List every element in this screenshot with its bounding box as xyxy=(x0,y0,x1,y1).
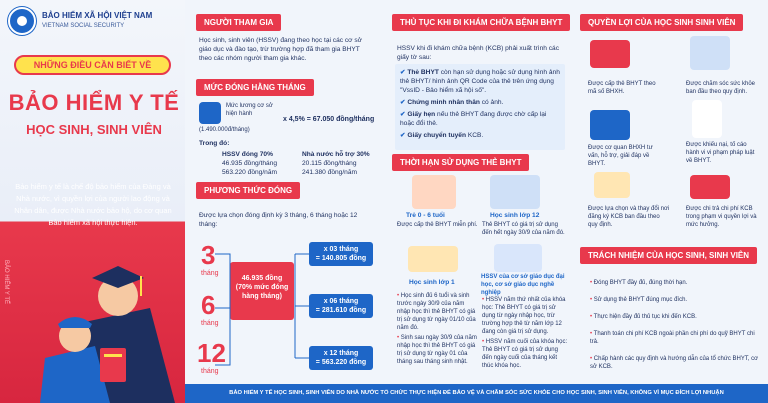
hero-vertical-text: BẢO HIỂM Y TẾ xyxy=(3,260,9,305)
benefit-item: Được cơ quan BHXH tư vấn, hỗ trợ, giải đáp về BHYT. xyxy=(588,145,653,167)
duty-item: • Đóng BHYT đầy đủ, đúng thời hạn. xyxy=(590,279,762,287)
duties-header: TRÁCH NHIỆM CỦA HỌC SINH, SINH VIÊN xyxy=(580,247,757,264)
hospital-illustration xyxy=(594,172,630,198)
group-university-title: HSSV của cơ sở giáo dục đại học, cơ sở giáo dục nghề nghiệp xyxy=(481,274,565,296)
hssv-share-year: 563.220 đồng/năm xyxy=(222,169,277,176)
period-3-number: 3 xyxy=(201,240,216,270)
org-name: BẢO HIỂM XÃ HỘI VIỆT NAM xyxy=(42,11,153,20)
duties-list xyxy=(590,279,762,371)
period-6-unit: tháng xyxy=(201,320,219,327)
hssv-share-label: HSSV đóng 70% xyxy=(222,151,273,158)
money-icon xyxy=(199,102,221,124)
payment-text: Được lựa chọn đóng định kỳ 3 tháng, 6 tháng hoặc 12 tháng: xyxy=(199,212,358,228)
procedure-intro: HSSV khi đi khám chữa bệnh (KCB) phải xuất trình các giấy tờ sau: xyxy=(397,45,560,61)
org-name-en: VIETNAM SOCIAL SECURITY xyxy=(42,23,125,29)
procedure-list xyxy=(395,64,565,150)
validity-header: THỜI HẠN SỬ DỤNG THẺ BHYT xyxy=(392,154,529,171)
procedure-item: ✔ Giấy chuyển tuyến KCB. xyxy=(400,132,484,139)
cost-12-line2: = 563.220 đồng xyxy=(315,359,367,366)
procedure-item: ✔ Giấy hẹn nếu thẻ BHYT đang được chờ cấp lại hoặc đổi thẻ. xyxy=(400,111,547,127)
vss-logo-icon xyxy=(8,7,36,35)
benefit-item: Được chi trả chi phí KCB trong phạm vi quyền lợi và mức hưởng. xyxy=(686,206,757,228)
university-illustration xyxy=(494,244,542,272)
participants-header: NGƯỜI THAM GIA xyxy=(196,14,281,31)
participants-text: Học sinh, sinh viên (HSSV) đang theo học tại các cơ sở giáo dục và đào tạo, trừ trường hợp đã tham gia BHYT theo các nhóm người tham gia khác. xyxy=(199,37,362,62)
check-icon: ✔ xyxy=(400,69,408,76)
period-3-unit: tháng xyxy=(201,270,219,277)
check-icon: ✔ xyxy=(400,132,408,139)
cost-6-box xyxy=(309,294,373,318)
monthly-base-value: (1.490.000đ/tháng) xyxy=(199,127,250,133)
payment-header: PHƯƠNG THỨC ĐÓNG xyxy=(196,182,300,199)
procedure-item: ✔ Thẻ BHYT còn hạn sử dụng hoặc sử dụng hình ảnh thẻ BHYT/ hình ảnh QR Code của thẻ trên ứng dụng "VssID - Bảo hiểm xã hội số". xyxy=(400,69,560,94)
group-grade1-title: Học sinh lớp 1 xyxy=(409,279,455,286)
duty-item: • Thanh toán chi phí KCB ngoài phần chi phí do quỹ BHYT chi trả. xyxy=(590,330,762,346)
duty-item: • Sử dụng thẻ BHYT đúng mục đích. xyxy=(590,296,762,304)
period-12-unit: tháng xyxy=(201,368,219,375)
medicine-illustration xyxy=(690,36,730,70)
state-share-year: 241.380 đồng/năm xyxy=(302,169,357,176)
period-12-number: 12 xyxy=(197,338,226,368)
consulting-illustration xyxy=(590,110,630,140)
footer-banner: BẢO HIỂM Y TẾ HỌC SINH, SINH VIÊN DO NHÀ NƯỚC TỔ CHỨC THỰC HIỆN ĐỂ BẢO VỆ VÀ CHĂM SÓC SỨC KHỎE CHO HỌC SINH, SINH VIÊN, KHÔNG VÌ MỤC ĐÍCH LỢI NHUẬN xyxy=(185,384,768,403)
students-illustration xyxy=(40,228,180,403)
pupils-illustration xyxy=(408,246,458,272)
check-icon: ✔ xyxy=(400,99,408,106)
duty-item: • Chấp hành các quy định và hướng dẫn của tổ chức BHYT, cơ sở KCB. xyxy=(590,355,762,371)
state-share-month: 20.115 đồng/tháng xyxy=(302,160,357,167)
cost-3-box xyxy=(309,242,373,266)
check-icon: ✔ xyxy=(400,111,408,118)
cost-3-line2: = 140.805 đồng xyxy=(315,255,367,262)
id-card-illustration xyxy=(590,40,630,68)
benefit-item: Được chăm sóc sức khỏe ban đầu theo quy định. xyxy=(686,81,755,95)
hero-title: BẢO HIỂM Y TẾ xyxy=(8,90,180,115)
group-grade12-title: Học sinh lớp 12 xyxy=(490,212,540,219)
hero-intro: Bảo hiểm y tế là chế độ bảo hiểm của Đảng và Nhà nước, vì quyền lợi của người lao động và Nhân dân, được Nhà nước bảo hộ, do cơ quan Bảo hiểm xã hội thực hiện. xyxy=(14,182,172,227)
child-illustration xyxy=(412,175,456,209)
monthly-base-label: Mức lương cơ sở hiện hành xyxy=(226,103,273,117)
state-share-label: Nhà nước hỗ trợ 30% xyxy=(302,151,370,158)
cost-6-line1: x 06 tháng xyxy=(323,298,359,305)
money-stack-illustration xyxy=(690,175,730,199)
group-child-title: Trẻ 0 - 6 tuổi xyxy=(406,212,445,219)
monthly-in-which: Trong đó: xyxy=(199,140,230,147)
hero-badge: NHỮNG ĐIỀU CẦN BIẾT VỀ xyxy=(14,55,171,75)
period-6-number: 6 xyxy=(201,290,216,320)
group-grade12-text: Thẻ BHYT có giá trị sử dụng đến hết ngày 30/9 của năm đó. xyxy=(482,222,565,236)
hssv-share-month: 46.935 đồng/tháng xyxy=(222,160,278,167)
monthly-share-box: 46.935 đồng (70% mức đóng hàng tháng) xyxy=(230,262,294,320)
procedure-header: THỦ TỤC KHI ĐI KHÁM CHỮA BỆNH BHYT xyxy=(392,14,570,31)
group-child-text: Được cấp thẻ BHYT miễn phí. xyxy=(397,222,478,228)
benefits-header: QUYỀN LỢI CỦA HỌC SINH SINH VIÊN xyxy=(580,14,743,31)
cost-6-line2: = 281.610 đồng xyxy=(315,307,367,314)
benefit-item: Được cấp thẻ BHYT theo mã số BHXH. xyxy=(588,81,656,95)
group-grade1-list: • Học sinh đủ 6 tuổi và sinh trước ngày 30/9 của năm nhập học thì thẻ BHYT có giá trị sử dụng từ ngày 01/10 của năm đó. • Sinh sau ngày 30/9 của năm nhập học thì thẻ BHYT có giá trị sử dụng từ ngày 01 của tháng sau tháng sinh nhật. xyxy=(397,292,477,366)
complaint-illustration xyxy=(692,100,722,138)
group-university-list: • HSSV năm thứ nhất của khóa học: Thẻ BHYT có giá trị sử dụng từ ngày nhập học, trừ trường hợp thẻ từ năm lớp 12 đang còn giá trị sử dụng. • HSSV năm cuối của khóa học: Thẻ BHYT có giá trị sử dụng đến ngày cuối của tháng kết thúc khóa học. xyxy=(482,296,568,370)
cost-12-box xyxy=(309,346,373,370)
monthly-header: MỨC ĐÓNG HẰNG THÁNG xyxy=(196,79,314,96)
benefit-item: Được lựa chọn và thay đổi nơi đăng ký KCB ban đầu theo quy định. xyxy=(588,206,670,228)
duty-item: • Thực hiện đầy đủ thủ tục khi đến KCB. xyxy=(590,313,762,321)
hero-panel xyxy=(0,0,185,403)
monthly-formula: x 4,5% = 67.050 đồng/tháng xyxy=(283,116,375,123)
benefit-item: Được khiếu nại, tố cáo hành vi vi phạm pháp luật về BHYT. xyxy=(686,142,755,164)
cost-3-line1: x 03 tháng xyxy=(323,246,359,253)
graduate-illustration xyxy=(490,175,540,209)
procedure-item: ✔ Chứng minh nhân thân có ảnh. xyxy=(400,99,504,106)
cost-12-line1: x 12 tháng xyxy=(323,350,359,357)
payment-connectors xyxy=(215,248,311,373)
hero-subtitle: HỌC SINH, SINH VIÊN xyxy=(26,122,162,137)
